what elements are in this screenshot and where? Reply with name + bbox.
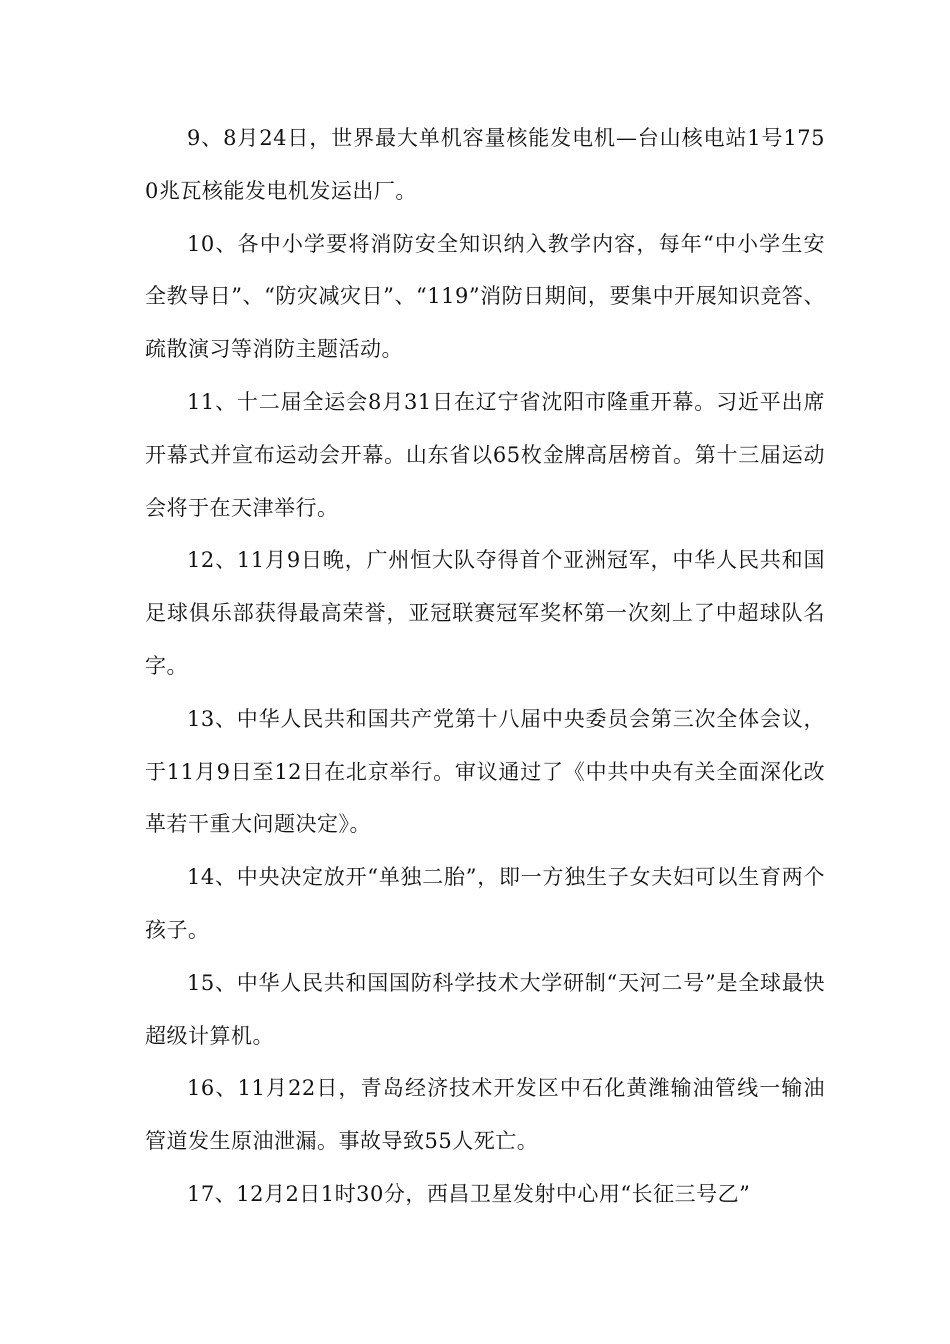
paragraph-15: 15、中华人民共和国国防科学技术大学研制“天河二号”是全球最快超级计算机。 bbox=[145, 970, 825, 1048]
paragraph-17: 17、12月2日1时30分，西昌卫星发射中心用“长征三号乙” bbox=[187, 1181, 751, 1206]
document-body bbox=[145, 112, 825, 1221]
paragraph-16: 16、11月22日，青岛经济技术开发区中石化黄潍输油管线一输油管道发生原油泄漏。事故导致55人死亡。 bbox=[145, 1076, 825, 1154]
paragraph-13: 13、中华人民共和国共产党第十八届中央委员会第三次全体会议，于11月9日至12日在北京举行。审议通过了《中共中央有关全面深化改革若干重大问题决定》。 bbox=[145, 706, 825, 837]
paragraph-9: 9、8月24日，世界最大单机容量核能发电机—台山核电站1号1750兆瓦核能发电机发运出厂。 bbox=[145, 126, 825, 203]
paragraph-10: 10、各中小学要将消防安全知识纳入教学内容，每年“中小学生安全教导日”、“防灾减灾日”、“119”消防日期间，要集中开展知识竞答、疏散演习等消防主题活动。 bbox=[145, 231, 825, 362]
paragraph-12: 12、11月9日晚，广州恒大队夺得首个亚洲冠军，中华人民共和国足球俱乐部获得最高荣誉，亚冠联赛冠军奖杯第一次刻上了中超球队名字。 bbox=[145, 548, 825, 678]
paragraph-11: 11、十二届全运会8月31日在辽宁省沈阳市隆重开幕。习近平出席开幕式并宣布运动会开幕。山东省以65枚金牌高居榜首。第十三届运动会将于在天津举行。 bbox=[145, 389, 825, 520]
paragraph-14: 14、中央决定放开“单独二胎”，即一方独生子女夫妇可以生育两个孩子。 bbox=[145, 865, 825, 942]
